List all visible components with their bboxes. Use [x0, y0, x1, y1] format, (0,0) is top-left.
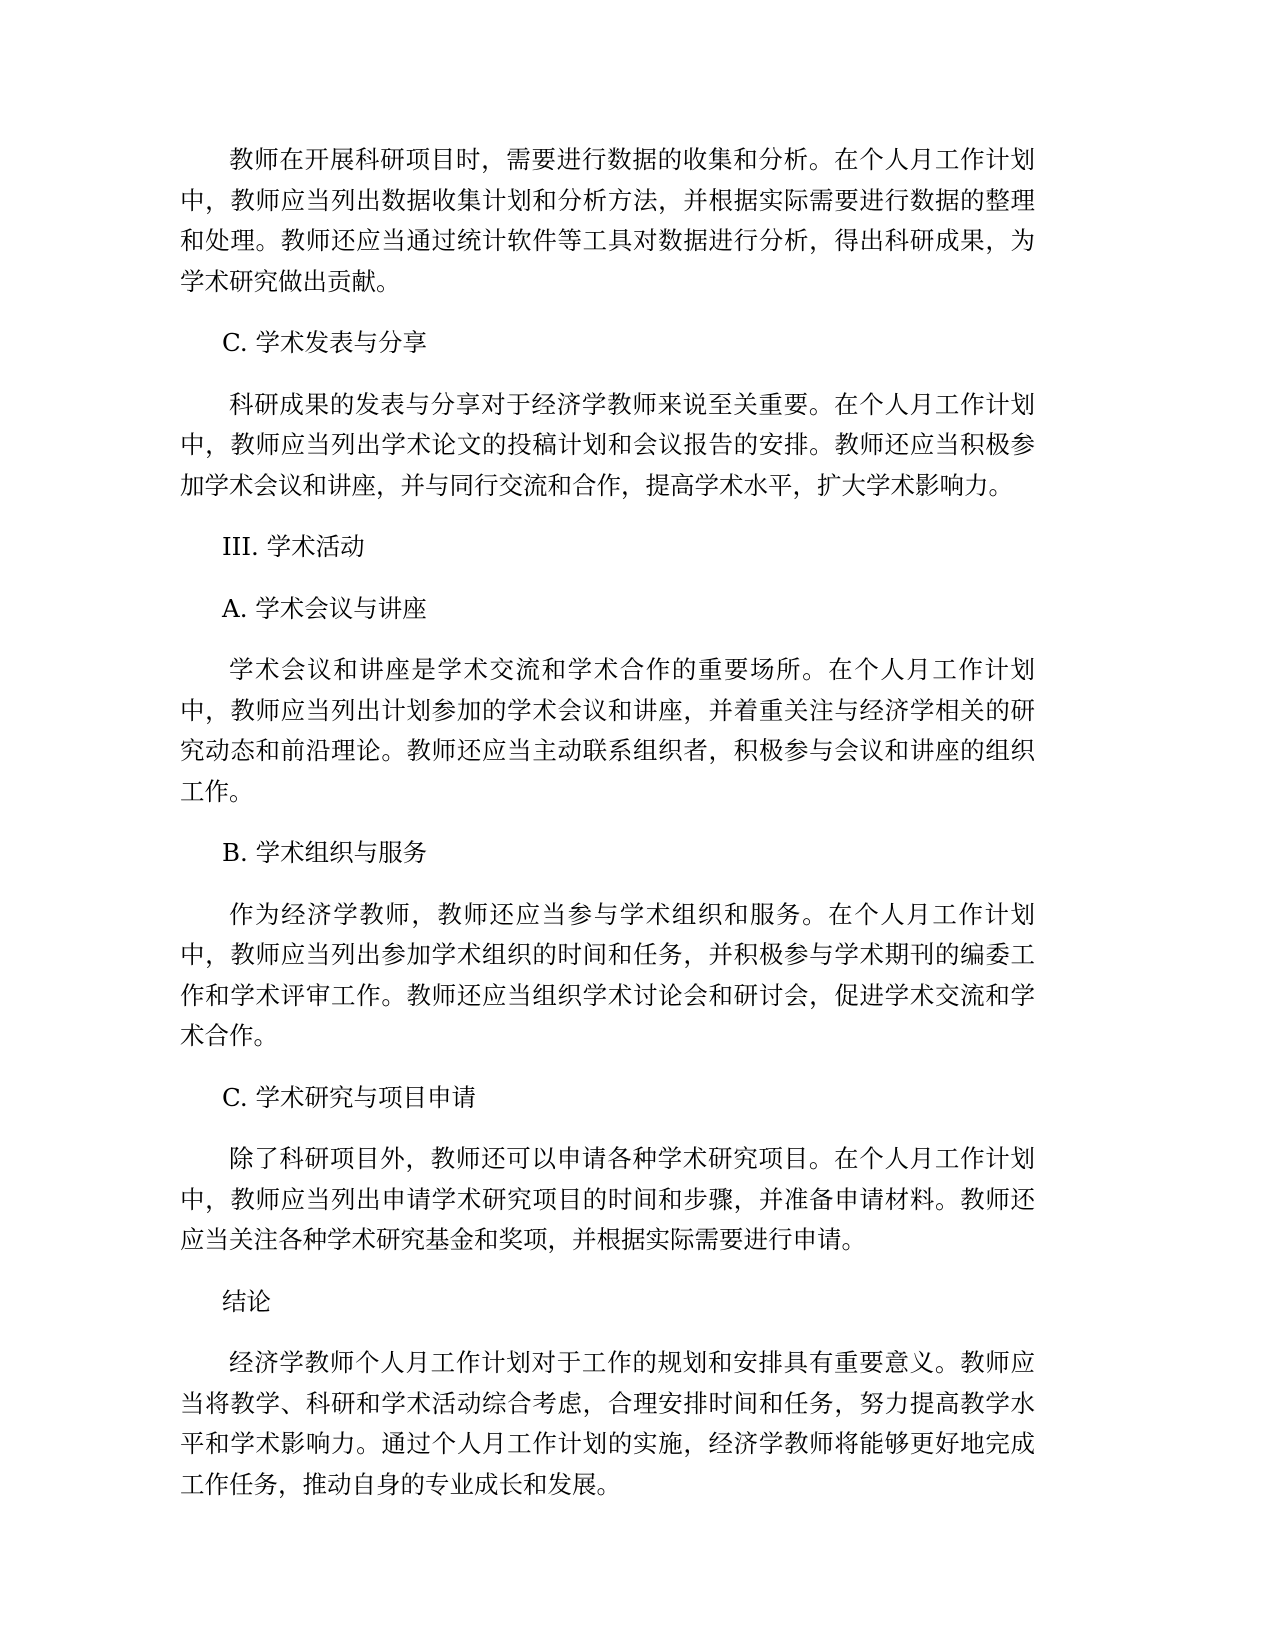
paragraph-conclusion: 经济学教师个人月工作计划对于工作的规划和安排具有重要意义。教师应当将教学、科研和学术活动综合考虑，合理安排时间和任务，努力提高教学水平和学术影响力。通过个人月工作计划的实施，经济学教师将能够更好地完成工作任务，推动自身的专业成长和发展。 — [180, 1348, 1035, 1499]
heading-academic-activities: III. 学术活动 — [222, 532, 365, 561]
document-page — [180, 140, 1035, 1526]
paragraph-conferences-lectures: 学术会议和讲座是学术交流和学术合作的重要场所。在个人月工作计划中，教师应当列出计划参加的学术会议和讲座，并着重关注与经济学相关的研究动态和前沿理论。教师还应当主动联系组织者，积极参与会议和讲座的组织工作。 — [180, 655, 1035, 806]
heading-academic-publication: C. 学术发表与分享 — [222, 328, 427, 357]
heading-conclusion: 结论 — [222, 1286, 271, 1316]
heading-conferences-lectures: A. 学术会议与讲座 — [222, 593, 427, 623]
paragraph-academic-publication: 科研成果的发表与分享对于经济学教师来说至关重要。在个人月工作计划中，教师应当列出学术论文的投稿计划和会议报告的安排。教师还应当积极参加学术会议和讲座，并与同行交流和合作，提高学术水平，扩大学术影响力。 — [180, 389, 1035, 500]
paragraph-research-applications: 除了科研项目外，教师还可以申请各种学术研究项目。在个人月工作计划中，教师应当列出申请学术研究项目的时间和步骤，并准备申请材料。教师还应当关注各种学术研究基金和奖项，并根据实际需要进行申请。 — [180, 1144, 1035, 1254]
paragraph-organization-service: 作为经济学教师，教师还应当参与学术组织和服务。在个人月工作计划中，教师应当列出参加学术组织的时间和任务，并积极参与学术期刊的编委工作和学术评审工作。教师还应当组织学术讨论会和研讨会，促进学术交流和学术合作。 — [180, 899, 1035, 1050]
heading-research-applications: C. 学术研究与项目申请 — [222, 1082, 476, 1112]
paragraph-data-analysis: 教师在开展科研项目时，需要进行数据的收集和分析。在个人月工作计划中，教师应当列出数据收集计划和分析方法，并根据实际需要进行数据的整理和处理。教师还应当通过统计软件等工具对数据进行分析，得出科研成果，为学术研究做出贡献。 — [180, 145, 1035, 296]
heading-organization-service: B. 学术组织与服务 — [222, 838, 428, 867]
